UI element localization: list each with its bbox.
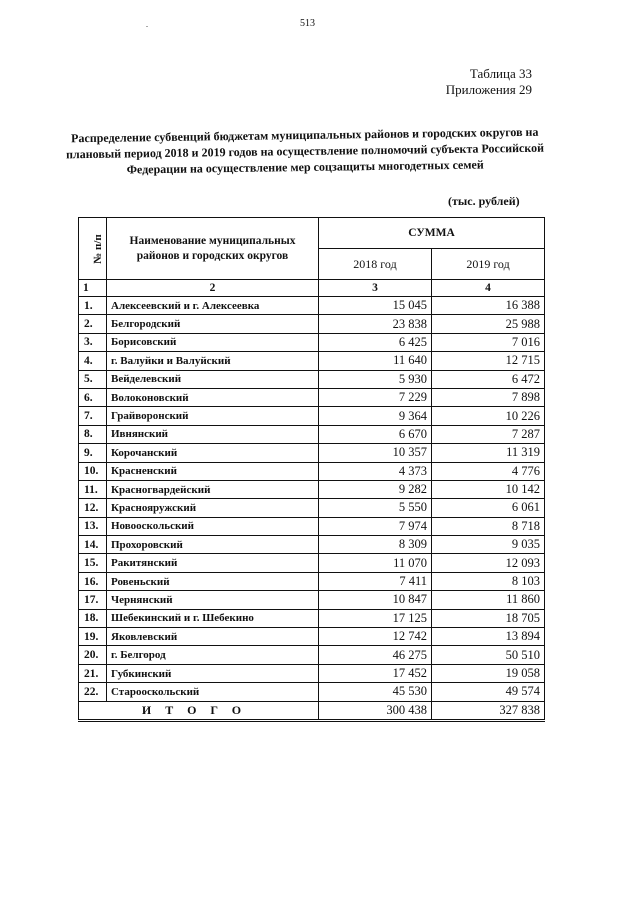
district-name: Корочанский xyxy=(107,444,319,462)
page-number: 513 xyxy=(300,18,315,29)
header-name: Наименование муниципальных районов и городских округов xyxy=(107,218,319,280)
row-number: 12. xyxy=(79,499,107,517)
row-number: 21. xyxy=(79,664,107,682)
value-2019: 4 776 xyxy=(432,462,545,480)
district-name: Алексеевский и г. Алексеевка xyxy=(107,297,319,315)
district-name: Белгородский xyxy=(107,315,319,333)
scan-speck: . xyxy=(146,20,148,29)
total-2018: 300 438 xyxy=(319,701,432,720)
row-number: 7. xyxy=(79,407,107,425)
row-number: 13. xyxy=(79,517,107,535)
subsidy-table xyxy=(78,217,545,722)
table-reference xyxy=(446,66,532,98)
table-row xyxy=(79,683,545,701)
value-2019: 11 319 xyxy=(432,444,545,462)
column-index: 4 xyxy=(432,280,545,297)
value-2019: 7 287 xyxy=(432,425,545,443)
row-number: 5. xyxy=(79,370,107,388)
header-sum: СУММА xyxy=(319,218,545,249)
table-row xyxy=(79,628,545,646)
row-number: 17. xyxy=(79,591,107,609)
row-number: 22. xyxy=(79,683,107,701)
value-2018: 6 425 xyxy=(319,333,432,351)
row-number: 14. xyxy=(79,536,107,554)
row-number: 20. xyxy=(79,646,107,664)
value-2019: 19 058 xyxy=(432,664,545,682)
value-2019: 11 860 xyxy=(432,591,545,609)
value-2019: 13 894 xyxy=(432,628,545,646)
value-2019: 6 061 xyxy=(432,499,545,517)
district-name: Шебекинский и г. Шебекино xyxy=(107,609,319,627)
district-name: Ивнянский xyxy=(107,425,319,443)
table-row xyxy=(79,664,545,682)
value-2019: 7 016 xyxy=(432,333,545,351)
table-row xyxy=(79,554,545,572)
table-row xyxy=(79,425,545,443)
row-number: 4. xyxy=(79,352,107,370)
column-index: 3 xyxy=(319,280,432,297)
table-row xyxy=(79,646,545,664)
value-2018: 5 550 xyxy=(319,499,432,517)
row-number: 15. xyxy=(79,554,107,572)
row-number: 10. xyxy=(79,462,107,480)
district-name: Новооскольский xyxy=(107,517,319,535)
district-name: г. Белгород xyxy=(107,646,319,664)
value-2019: 9 035 xyxy=(432,536,545,554)
value-2019: 12 093 xyxy=(432,554,545,572)
row-number: 19. xyxy=(79,628,107,646)
table-row xyxy=(79,297,545,315)
value-2019: 6 472 xyxy=(432,370,545,388)
value-2019: 7 898 xyxy=(432,388,545,406)
row-number: 2. xyxy=(79,315,107,333)
value-2018: 11 070 xyxy=(319,554,432,572)
table-row xyxy=(79,388,545,406)
value-2018: 17 125 xyxy=(319,609,432,627)
value-2019: 8 103 xyxy=(432,572,545,590)
value-2019: 10 226 xyxy=(432,407,545,425)
table-row xyxy=(79,499,545,517)
value-2018: 11 640 xyxy=(319,352,432,370)
value-2018: 12 742 xyxy=(319,628,432,646)
district-name: Старооскольский xyxy=(107,683,319,701)
district-name: Губкинский xyxy=(107,664,319,682)
row-number: 9. xyxy=(79,444,107,462)
column-index: 1 xyxy=(79,280,107,297)
total-2019: 327 838 xyxy=(432,701,545,720)
table-row xyxy=(79,333,545,351)
district-name: Ракитянский xyxy=(107,554,319,572)
value-2019: 18 705 xyxy=(432,609,545,627)
value-2019: 10 142 xyxy=(432,480,545,498)
units-label: (тыс. рублей) xyxy=(448,194,520,208)
value-2018: 17 452 xyxy=(319,664,432,682)
row-number: 16. xyxy=(79,572,107,590)
column-index-row xyxy=(79,280,545,297)
header-year-2019: 2019 год xyxy=(432,249,545,280)
value-2018: 7 974 xyxy=(319,517,432,535)
value-2018: 15 045 xyxy=(319,297,432,315)
district-name: Ровеньский xyxy=(107,572,319,590)
row-number: 11. xyxy=(79,480,107,498)
value-2018: 9 282 xyxy=(319,480,432,498)
document-title: Распределение субвенций бюджетам муниципальных районов и городских округов на плановый период 2018 и 2019 годов на осуществление полномочий субъекта Российской Федерации на осуществление мер соцзащиты многодетных семей xyxy=(65,124,545,177)
value-2018: 4 373 xyxy=(319,462,432,480)
table-row xyxy=(79,591,545,609)
value-2018: 7 229 xyxy=(319,388,432,406)
value-2018: 46 275 xyxy=(319,646,432,664)
appendix-number: Приложения 29 xyxy=(445,82,532,97)
value-2018: 8 309 xyxy=(319,536,432,554)
header-num: № п/п xyxy=(79,218,107,280)
district-name: Красногвардейский xyxy=(107,480,319,498)
table-row xyxy=(79,370,545,388)
table-row xyxy=(79,609,545,627)
district-name: Грайворонский xyxy=(107,407,319,425)
value-2019: 49 574 xyxy=(432,683,545,701)
table-row xyxy=(79,572,545,590)
column-index: 2 xyxy=(107,280,319,297)
value-2018: 23 838 xyxy=(319,315,432,333)
value-2019: 50 510 xyxy=(432,646,545,664)
value-2018: 10 357 xyxy=(319,444,432,462)
district-name: Волоконовский xyxy=(107,388,319,406)
row-number: 1. xyxy=(79,297,107,315)
row-number: 18. xyxy=(79,609,107,627)
district-name: Прохоровский xyxy=(107,536,319,554)
value-2018: 7 411 xyxy=(319,572,432,590)
district-name: Красненский xyxy=(107,462,319,480)
table-row xyxy=(79,517,545,535)
value-2018: 10 847 xyxy=(319,591,432,609)
row-number: 6. xyxy=(79,388,107,406)
value-2019: 25 988 xyxy=(432,315,545,333)
table-row xyxy=(79,462,545,480)
district-name: г. Валуйки и Валуйский xyxy=(107,352,319,370)
row-number: 8. xyxy=(79,425,107,443)
total-row xyxy=(79,701,545,720)
district-name: Вейделевский xyxy=(107,370,319,388)
table-row xyxy=(79,352,545,370)
value-2019: 16 388 xyxy=(432,297,545,315)
table-row xyxy=(79,536,545,554)
district-name: Чернянский xyxy=(107,591,319,609)
district-name: Яковлевский xyxy=(107,628,319,646)
row-number: 3. xyxy=(79,333,107,351)
district-name: Краснояружский xyxy=(107,499,319,517)
table-row xyxy=(79,444,545,462)
table-row xyxy=(79,315,545,333)
district-name: Борисовский xyxy=(107,333,319,351)
value-2019: 12 715 xyxy=(432,352,545,370)
table-number: Таблица 33 xyxy=(469,66,532,81)
value-2018: 5 930 xyxy=(319,370,432,388)
value-2019: 8 718 xyxy=(432,517,545,535)
value-2018: 9 364 xyxy=(319,407,432,425)
value-2018: 6 670 xyxy=(319,425,432,443)
total-label: ИТОГО xyxy=(79,701,319,720)
header-year-2018: 2018 год xyxy=(319,249,432,280)
table-row xyxy=(79,480,545,498)
value-2018: 45 530 xyxy=(319,683,432,701)
table-row xyxy=(79,407,545,425)
